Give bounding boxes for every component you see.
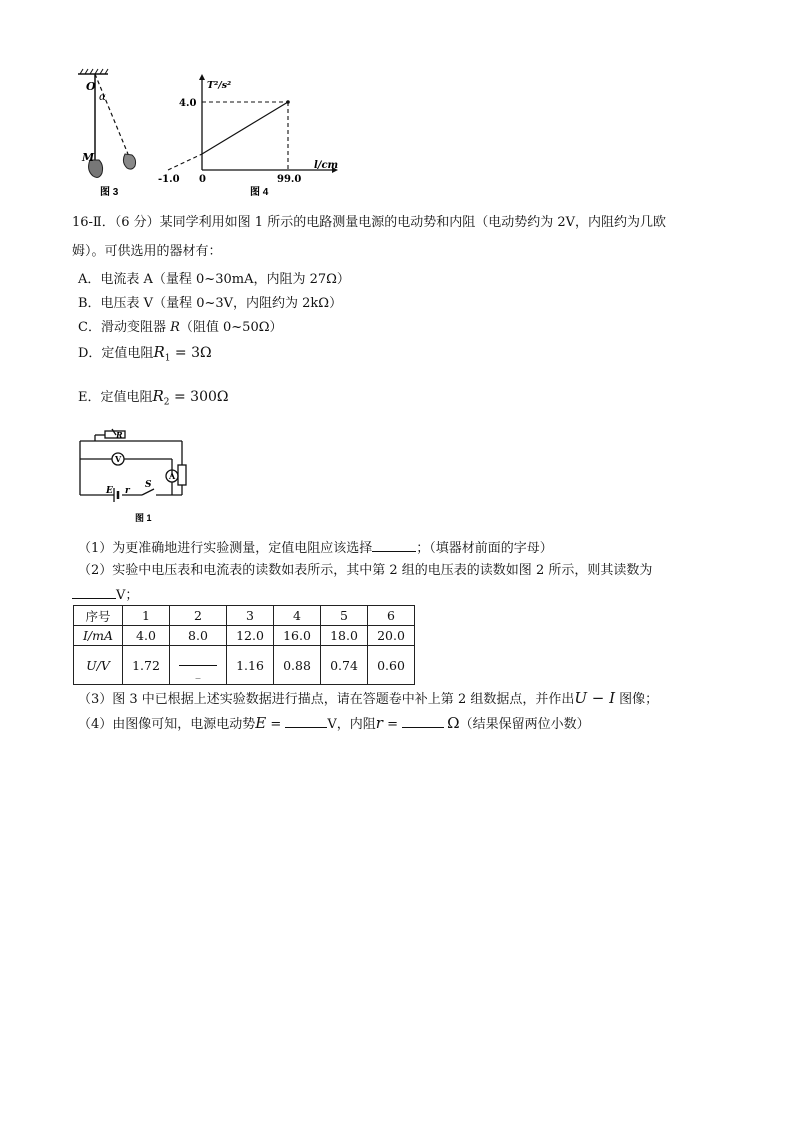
q2-answer-blank[interactable] (72, 584, 116, 599)
sub-question-1 (78, 537, 553, 559)
data-table (73, 605, 415, 685)
q1-answer-blank[interactable] (372, 537, 416, 552)
table-cell: 序号 (74, 606, 123, 626)
table-cell: 18.0 (321, 626, 368, 646)
table-cell: 12.0 (227, 626, 274, 646)
q4-prefix: （4）由图像可知，电源电动势 (78, 717, 256, 732)
label-alpha: α (99, 92, 106, 103)
option-c-suffix: （阻值 0~50Ω） (179, 320, 283, 335)
q4-equals: = (266, 717, 286, 732)
option-e (78, 386, 229, 413)
table-cell: 8.0 (170, 626, 227, 646)
graph-line (202, 102, 288, 154)
graph-x-zero: 0 (199, 174, 206, 185)
q4-suffix: （结果保留两位小数） (459, 717, 590, 732)
option-b: B．电压表 V（量程 0~3V，内阻约为 2kΩ） (78, 296, 343, 311)
label-M: M (82, 151, 95, 164)
fixed-resistor (178, 465, 186, 485)
q4-E-blank[interactable] (285, 713, 327, 728)
option-e-prefix: E．定值电阻 (78, 390, 153, 405)
table-cell: 4.0 (123, 626, 170, 646)
table-cell: 0.88 (274, 646, 321, 685)
option-d-value: = 3Ω (170, 345, 212, 361)
q1-suffix: ；（填器材前面的字母） (416, 541, 553, 556)
q4-E-symbol: E (255, 714, 267, 732)
table-row (74, 626, 415, 646)
option-e-sub: 2 (163, 397, 170, 408)
q3-prefix: （3）图 3 中已根据上述实验数据进行描点，请在答题卷中补上第 2 组数据点，并作出 (78, 692, 575, 707)
table-cell: 1.16 (227, 646, 274, 685)
table-cell-blank[interactable]: _ (170, 646, 227, 685)
circuit-diagram (72, 425, 190, 527)
table-cell: 6 (368, 606, 415, 626)
graph-extrapolation (168, 154, 202, 170)
question-line-2: 姆）。可供选用的器材有： (72, 244, 222, 259)
q4-middle: V，内阻 (327, 717, 376, 732)
sub-question-4 (78, 713, 590, 735)
graph-x-neg: -1.0 (158, 174, 180, 185)
label-V: V (115, 454, 122, 464)
table-cell: 16.0 (274, 626, 321, 646)
table-cell: I/mA (74, 626, 123, 646)
option-e-symbol: R (152, 387, 164, 405)
table-row (74, 646, 415, 685)
sub-question-3 (78, 688, 658, 710)
table-cell: 3 (227, 606, 274, 626)
label-A: A (169, 471, 176, 481)
option-c-prefix: C．滑动变阻器 (78, 320, 171, 335)
option-d (78, 342, 212, 369)
table-cell: 4 (274, 606, 321, 626)
pendulum-dashed-string (95, 74, 128, 154)
table-cell: 0.74 (321, 646, 368, 685)
graph-x-end: 99.0 (277, 174, 302, 185)
q2-suffix: V； (116, 588, 139, 603)
table-cell: 20.0 (368, 626, 415, 646)
table-cell: 0.60 (368, 646, 415, 685)
graph-xlabel: l/cm (314, 160, 339, 171)
table-row (74, 606, 415, 626)
option-a: A．电流表 A（量程 0~30mA，内阻为 27Ω） (78, 272, 350, 287)
option-d-prefix: D．定值电阻 (78, 346, 154, 361)
table-cell: 2 (170, 606, 227, 626)
fig1-caption: 图 1 (135, 513, 152, 523)
label-S: S (145, 480, 152, 490)
circuit-figure (72, 425, 190, 527)
table-answer-blank[interactable] (179, 651, 217, 666)
option-c (78, 318, 283, 338)
option-e-value: = 300Ω (169, 389, 229, 405)
fig3-caption: 图 3 (100, 187, 119, 198)
label-O: O (86, 80, 96, 93)
option-c-symbol: R (170, 320, 180, 335)
table-cell: 5 (321, 606, 368, 626)
pendulum-and-graph-figure (70, 68, 350, 208)
label-R: R (116, 430, 123, 440)
pendulum-bob-displaced (123, 154, 135, 169)
q1-prefix: （1）为更准确地进行实验测量，定值电阻应该选择 (78, 541, 373, 556)
q4-equals-2: = (382, 717, 403, 732)
q3-suffix: 图像； (615, 692, 659, 707)
q4-r-symbol: r (375, 714, 383, 732)
top-figures (70, 68, 350, 208)
label-E: E (106, 486, 113, 496)
q4-omega: Ω (447, 714, 460, 732)
graph-ylabel: T²/s² (207, 80, 232, 91)
option-d-sub: 1 (164, 353, 171, 364)
graph-y-tick: 4.0 (179, 98, 197, 109)
option-d-symbol: R (153, 343, 165, 361)
fig4-caption: 图 4 (250, 187, 269, 198)
table-cell: U/V (74, 646, 123, 685)
table-cell: 1 (123, 606, 170, 626)
question-line-1: 16-Ⅱ．（6 分）某同学利用如图 1 所示的电路测量电源的电动势和内阻（电动势约为 2V，内阻约为几欧 (72, 215, 667, 230)
q3-symbol: U − I (574, 689, 616, 707)
label-r: r (125, 486, 130, 496)
sub-question-2-cont (72, 584, 138, 606)
q4-r-blank[interactable] (402, 713, 444, 728)
sub-question-2: （2）实验中电压表和电流表的读数如表所示，其中第 2 组的电压表的读数如图 2 所示，则其读数为 (78, 563, 653, 578)
table-cell: 1.72 (123, 646, 170, 685)
